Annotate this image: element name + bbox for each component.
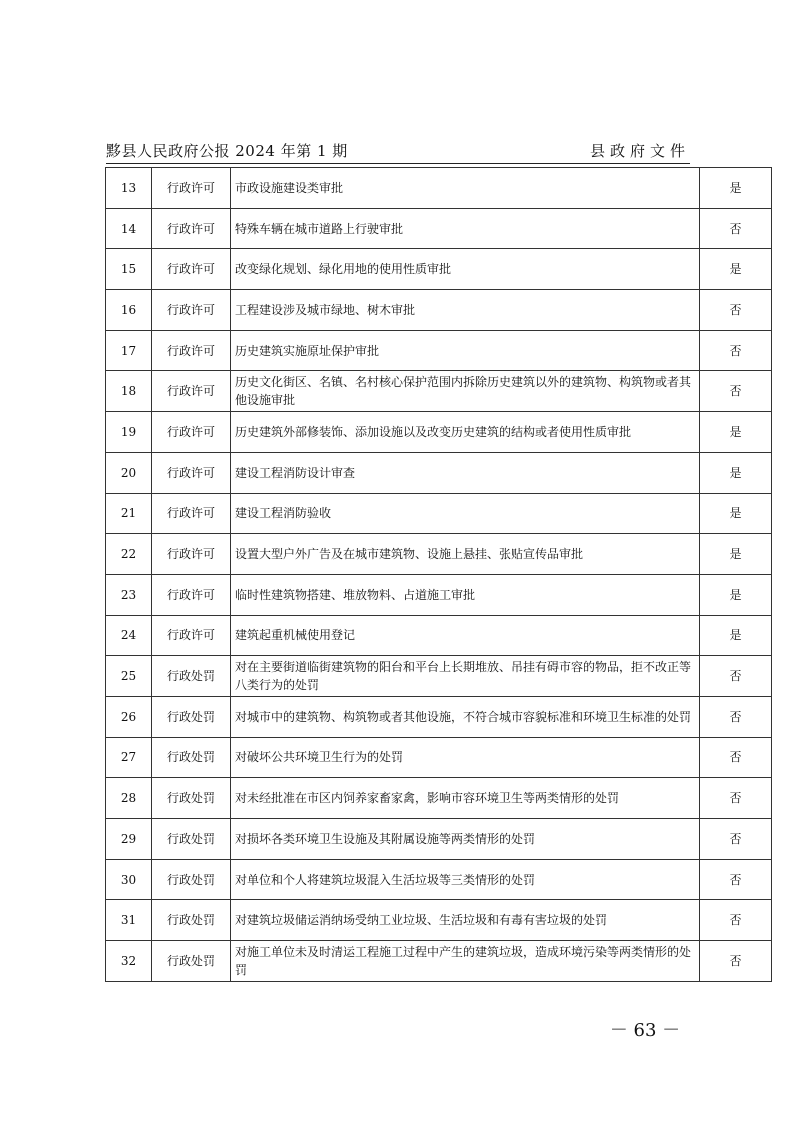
table-row <box>106 371 772 412</box>
item-type: 行政许可 <box>152 168 231 209</box>
item-name: 临时性建筑物搭建、堆放物料、占道施工审批 <box>231 574 700 615</box>
page-header <box>106 141 690 164</box>
section-title: 县政府文件 <box>589 142 690 160</box>
item-name: 对破坏公共环境卫生行为的处罚 <box>231 737 700 778</box>
row-number: 32 <box>106 941 152 982</box>
item-flag: 否 <box>700 656 772 697</box>
item-flag: 否 <box>700 330 772 371</box>
table-row <box>106 249 772 290</box>
row-number: 30 <box>106 859 152 900</box>
item-flag: 否 <box>700 290 772 331</box>
item-type: 行政许可 <box>152 371 231 412</box>
item-flag: 是 <box>700 412 772 453</box>
item-type: 行政许可 <box>152 208 231 249</box>
item-name: 工程建设涉及城市绿地、树木审批 <box>231 290 700 331</box>
item-name: 对城市中的建筑物、构筑物或者其他设施，不符合城市容貌标准和环境卫生标准的处罚 <box>231 696 700 737</box>
table-row <box>106 290 772 331</box>
item-flag: 否 <box>700 371 772 412</box>
item-flag: 是 <box>700 168 772 209</box>
item-type: 行政许可 <box>152 493 231 534</box>
table-row <box>106 452 772 493</box>
item-name: 建设工程消防验收 <box>231 493 700 534</box>
item-flag: 否 <box>700 819 772 860</box>
item-flag: 否 <box>700 859 772 900</box>
row-number: 26 <box>106 696 152 737</box>
item-type: 行政处罚 <box>152 941 231 982</box>
item-flag: 是 <box>700 534 772 575</box>
item-name: 历史建筑外部修装饰、添加设施以及改变历史建筑的结构或者使用性质审批 <box>231 412 700 453</box>
item-flag: 否 <box>700 900 772 941</box>
item-name: 对在主要街道临街建筑物的阳台和平台上长期堆放、吊挂有碍市容的物品，拒不改正等八类行为的处罚 <box>231 656 700 697</box>
items-table-body <box>106 168 772 982</box>
item-type: 行政处罚 <box>152 859 231 900</box>
row-number: 14 <box>106 208 152 249</box>
row-number: 29 <box>106 819 152 860</box>
item-type: 行政处罚 <box>152 778 231 819</box>
item-type: 行政许可 <box>152 249 231 290</box>
table-row <box>106 615 772 656</box>
item-type: 行政许可 <box>152 574 231 615</box>
item-flag: 否 <box>700 208 772 249</box>
table-row <box>106 737 772 778</box>
row-number: 28 <box>106 778 152 819</box>
item-flag: 是 <box>700 574 772 615</box>
item-type: 行政许可 <box>152 615 231 656</box>
row-number: 19 <box>106 412 152 453</box>
item-name: 对单位和个人将建筑垃圾混入生活垃圾等三类情形的处罚 <box>231 859 700 900</box>
row-number: 15 <box>106 249 152 290</box>
table-row <box>106 534 772 575</box>
item-name: 建设工程消防设计审查 <box>231 452 700 493</box>
row-number: 17 <box>106 330 152 371</box>
table-row <box>106 696 772 737</box>
item-name: 特殊车辆在城市道路上行驶审批 <box>231 208 700 249</box>
item-flag: 否 <box>700 778 772 819</box>
table-row <box>106 819 772 860</box>
table-row <box>106 941 772 982</box>
table-row <box>106 412 772 453</box>
item-name: 建筑起重机械使用登记 <box>231 615 700 656</box>
table-row <box>106 900 772 941</box>
row-number: 27 <box>106 737 152 778</box>
row-number: 24 <box>106 615 152 656</box>
item-flag: 否 <box>700 696 772 737</box>
item-name: 市政设施建设类审批 <box>231 168 700 209</box>
table-row <box>106 330 772 371</box>
item-flag: 是 <box>700 615 772 656</box>
item-type: 行政许可 <box>152 290 231 331</box>
item-type: 行政处罚 <box>152 900 231 941</box>
item-name: 对损坏各类环境卫生设施及其附属设施等两类情形的处罚 <box>231 819 700 860</box>
item-name: 历史建筑实施原址保护审批 <box>231 330 700 371</box>
item-name: 历史文化街区、名镇、名村核心保护范围内拆除历史建筑以外的建筑物、构筑物或者其他设施审批 <box>231 371 700 412</box>
item-type: 行政处罚 <box>152 737 231 778</box>
item-type: 行政许可 <box>152 412 231 453</box>
page-number: － 63 － <box>609 1020 681 1041</box>
item-name: 对施工单位未及时清运工程施工过程中产生的建筑垃圾，造成环境污染等两类情形的处罚 <box>231 941 700 982</box>
row-number: 25 <box>106 656 152 697</box>
row-number: 21 <box>106 493 152 534</box>
item-flag: 是 <box>700 493 772 534</box>
table-row <box>106 574 772 615</box>
table-row <box>106 493 772 534</box>
item-type: 行政处罚 <box>152 819 231 860</box>
bulletin-title: 黟县人民政府公报 2024 年第 1 期 <box>106 142 348 160</box>
item-name: 对未经批准在市区内饲养家畜家禽，影响市容环境卫生等两类情形的处罚 <box>231 778 700 819</box>
row-number: 23 <box>106 574 152 615</box>
table-row <box>106 859 772 900</box>
item-flag: 否 <box>700 941 772 982</box>
item-type: 行政处罚 <box>152 696 231 737</box>
item-name: 对建筑垃圾储运消纳场受纳工业垃圾、生活垃圾和有毒有害垃圾的处罚 <box>231 900 700 941</box>
table-row <box>106 778 772 819</box>
item-name: 设置大型户外广告及在城市建筑物、设施上悬挂、张贴宣传品审批 <box>231 534 700 575</box>
item-type: 行政许可 <box>152 534 231 575</box>
items-table <box>105 167 772 982</box>
item-type: 行政处罚 <box>152 656 231 697</box>
row-number: 13 <box>106 168 152 209</box>
table-row <box>106 656 772 697</box>
row-number: 20 <box>106 452 152 493</box>
item-type: 行政许可 <box>152 452 231 493</box>
row-number: 16 <box>106 290 152 331</box>
item-type: 行政许可 <box>152 330 231 371</box>
row-number: 31 <box>106 900 152 941</box>
table-row <box>106 168 772 209</box>
table-row <box>106 208 772 249</box>
row-number: 18 <box>106 371 152 412</box>
item-flag: 是 <box>700 452 772 493</box>
row-number: 22 <box>106 534 152 575</box>
item-flag: 否 <box>700 737 772 778</box>
item-flag: 是 <box>700 249 772 290</box>
item-name: 改变绿化规划、绿化用地的使用性质审批 <box>231 249 700 290</box>
